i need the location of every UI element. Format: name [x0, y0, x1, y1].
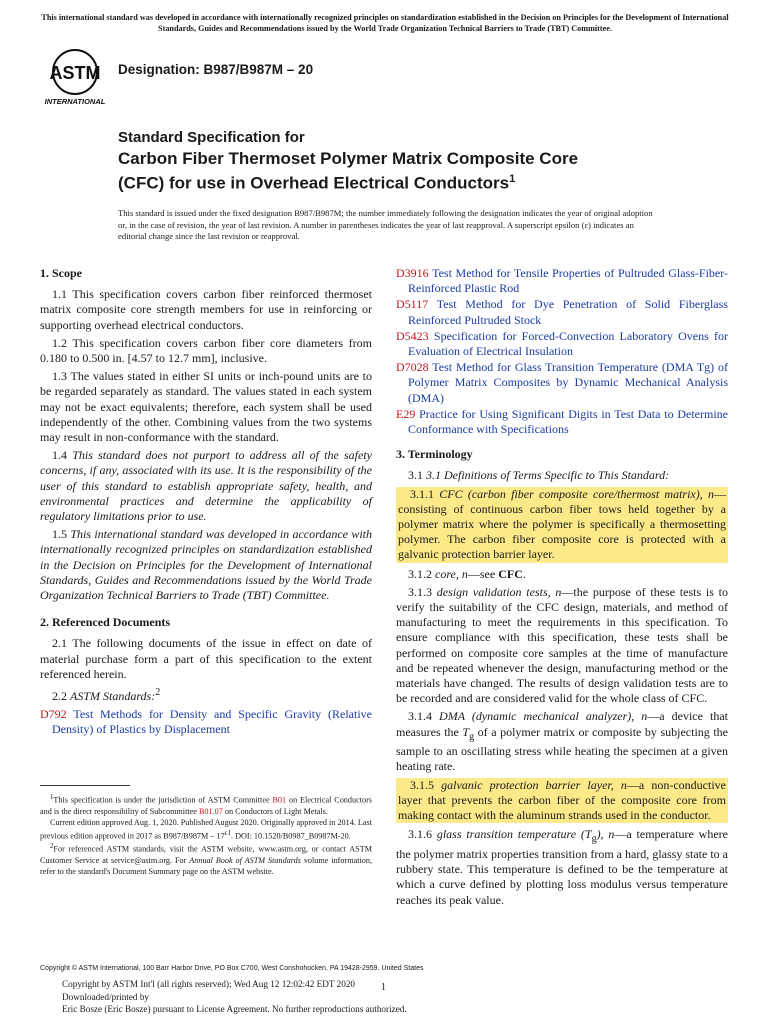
copyright-line: Copyright © ASTM International, 100 Barr Harbor Drive, PO Box C700, West Conshohocken, PA 19428-2959. United States — [40, 965, 424, 972]
left-column — [40, 266, 372, 739]
footnote-1-edition: Current edition approved Aug. 1, 2020. Published August 2020. Originally approved in 2014. Last previous edition approved in 2017 as $B987/B987M - 17^{\varepsilon 1}$. DOI: 10.1520/B0987_B0987M-20. — [40, 817, 373, 841]
page-number: 1 — [381, 982, 386, 993]
astm-logo-letters: ASTM — [49, 63, 101, 83]
para-1-5: 1.5 This international standard was developed in accordance with internationally recognized principles on standardization established in the Decision on Principles for the Development of International Standards, Guides and Recommendations issued by the World Trade Organization Technical Barriers to Trade (TBT) Committee. — [40, 527, 373, 603]
para-2-2: 2.2 ASTM Standards:$^2$ — [52, 687, 161, 704]
download-notice: Copyright by ASTM Int'l (all rights reserved); Wed Aug 12 12:02:42 EDT 2020 Downloaded/printed by Eric Bosze (Eric Bosze) pursuant to License Agreement. No further reproductions authorized. — [62, 979, 407, 1014]
title-footnote-mark: 1 — [509, 173, 516, 185]
footnote-1: $^1$This specification is under the jurisdiction of ASTM Committee B01 on Electrical Conductors and is the direct responsibility of Subcommittee B01.07 on Conductors of Light Metals. — [40, 794, 372, 816]
document-title — [118, 127, 638, 194]
footnote-2: $^2$For referenced ASTM standards, visit the ASTM website, www.astm.org, or contact ASTM Customer Service at service@astm.org. For Annual Book of ASTM Standards volume information, refer to the standard's Document Summary page on the ASTM website. — [40, 843, 373, 877]
para-3-1-3: 3.1.3 design validation tests, n—the purpose of these tests is to verify the suitability of the CFC design, materials, and method of manufacturing to meet the requirements in this specification. To ensure compliance with this specification, these tests shall be performed on composite core samples at the time of manufacture and be repeated whenever the design, manufacturing method or the materials have changed. The results of design validation tests are to be recorded and are considered valid for the whole class of CFC. — [396, 584, 729, 706]
para-1-2: 1.2 This specification covers carbon fiber core diameters from 0.180 to 0.500 in. [4.57 to 12.7 mm], inclusive. — [40, 335, 372, 366]
section-heading-scope: 1. Scope — [40, 266, 82, 280]
highlight-3-1-1: 3.1.1 CFC (carbon fiber composite core/thermost matrix), n—consisting of continuous carbon fiber tows held together by a polymer matrix where the polymer is specifically a thermosetting polymer. The carbon fiber composite core is protected with a galvanic protection barrier layer. — [398, 486, 727, 562]
para-3-1-4: 3.1.4 DMA (dynamic mechanical analyzer), n—a device that measures the $T_g$ of a polymer matrix or composite by subjecting the sample to an oscillating stress while heating the specimen at a given heating rate. — [396, 709, 728, 774]
ref-item[interactable]: D3916 Test Method for Tensile Properties of Pultruded Glass-Fiber-Reinforced Plastic Rod — [396, 266, 728, 296]
ref-item[interactable]: E29 Practice for Using Significant Digits in Test Data to Determine Conformance with Specifications — [396, 406, 728, 437]
tbt-notice: This international standard was developed in accordance with internationally recognized principles on standardization established in the Decision on Principles for the Development of International Standards, Guides and Recommendations issued by the World Trade Organization Technical Barriers to Trade (TBT) Committee. — [41, 13, 729, 33]
title-line-1: Standard Specification for — [118, 129, 305, 146]
ref-item[interactable]: D5117 Test Method for Dye Penetration of Solid Fiberglass Reinforced Pultruded Stock — [396, 297, 728, 327]
para-3-1: 3.1 3.1 Definitions of Terms Specific to This Standard: — [408, 468, 670, 483]
footnote-rule — [40, 785, 130, 786]
committee-link[interactable]: B01 — [272, 795, 287, 805]
issue-note: This standard is issued under the fixed designation B987/B987M; the number immediately following the designation indicates the year of original adoption or, in the case of revision, the year of last revision. A number in parentheses indicates the year of last reapproval. A superscript epsilon (ε) indicates an editorial change since the last revision or reapproval. — [118, 208, 653, 241]
designation: Designation: B987/B987M – 20 — [118, 62, 314, 77]
ref-item[interactable]: D7028 Test Method for Glass Transition Temperature (DMA Tg) of Polymer Matrix Composites by Dynamic Mechanical Analysis (DMA) — [396, 360, 728, 405]
astm-logo-sub: INTERNATIONAL — [44, 97, 106, 106]
footnotes — [40, 792, 372, 877]
ref-item[interactable]: D792 Test Methods for Density and Specific Gravity (Relative Density) of Plastics by Displacement — [40, 707, 372, 737]
ref-item[interactable]: D5423 Specification for Forced-Convection Laboratory Ovens for Evaluation of Electrical Insulation — [396, 328, 728, 359]
title-line-3: (CFC) for use in Overhead Electrical Conductors — [118, 173, 510, 193]
para-1-4: 1.4 This standard does not purport to address all of the safety concerns, if any, associated with its use. It is the responsibility of the user of this standard to establish appropriate safety, health, and environmental practices and determine the applicability of regulatory limitations prior to use. — [40, 448, 372, 524]
para-3-1-6: 3.1.6 glass transition temperature $(T_g)$, n—a temperature where the polymer matrix properties transition from a hard, glassy state to a rubbery state. This temperature is defined to be the temperature at which a curve defined by plotting loss modulus versus temperature reaches its peak value. — [396, 827, 728, 907]
title-line-2: Carbon Fiber Thermoset Polymer Matrix Composite Core — [118, 149, 579, 168]
right-column — [396, 266, 728, 911]
section-heading-terminology: 3. Terminology — [396, 447, 473, 462]
astm-logo — [40, 48, 110, 108]
subcommittee-link[interactable]: B01.07 — [198, 806, 223, 816]
section-heading-refdocs: 2. Referenced Documents — [40, 615, 171, 630]
highlight-3-1-5: 3.1.5 galvanic protection barrier layer, n—a non-conductive layer that prevents the carbon fiber of the composite core from making contact with the aluminum strands used in the conductor. — [398, 777, 726, 823]
para-1-1: 1.1 This specification covers carbon fiber reinforced thermoset matrix composite core strength members for use in reinforcing or supporting overhead electrical conductors. — [40, 287, 372, 332]
para-2-1: 2.1 The following documents of the issue in effect on date of material purchase form a part of this specification to the extent referenced herein. — [40, 636, 372, 681]
para-3-1-2: 3.1.2 core, n—see CFC. — [408, 566, 526, 581]
para-1-3: 1.3 The values stated in either SI units or inch-pound units are to be regarded separately as standard. The values stated in each system may not be exact equivalents; therefore, each system shall be used independently of the other. Combining values from the two systems may result in non-conformance with the standard. — [40, 369, 372, 445]
